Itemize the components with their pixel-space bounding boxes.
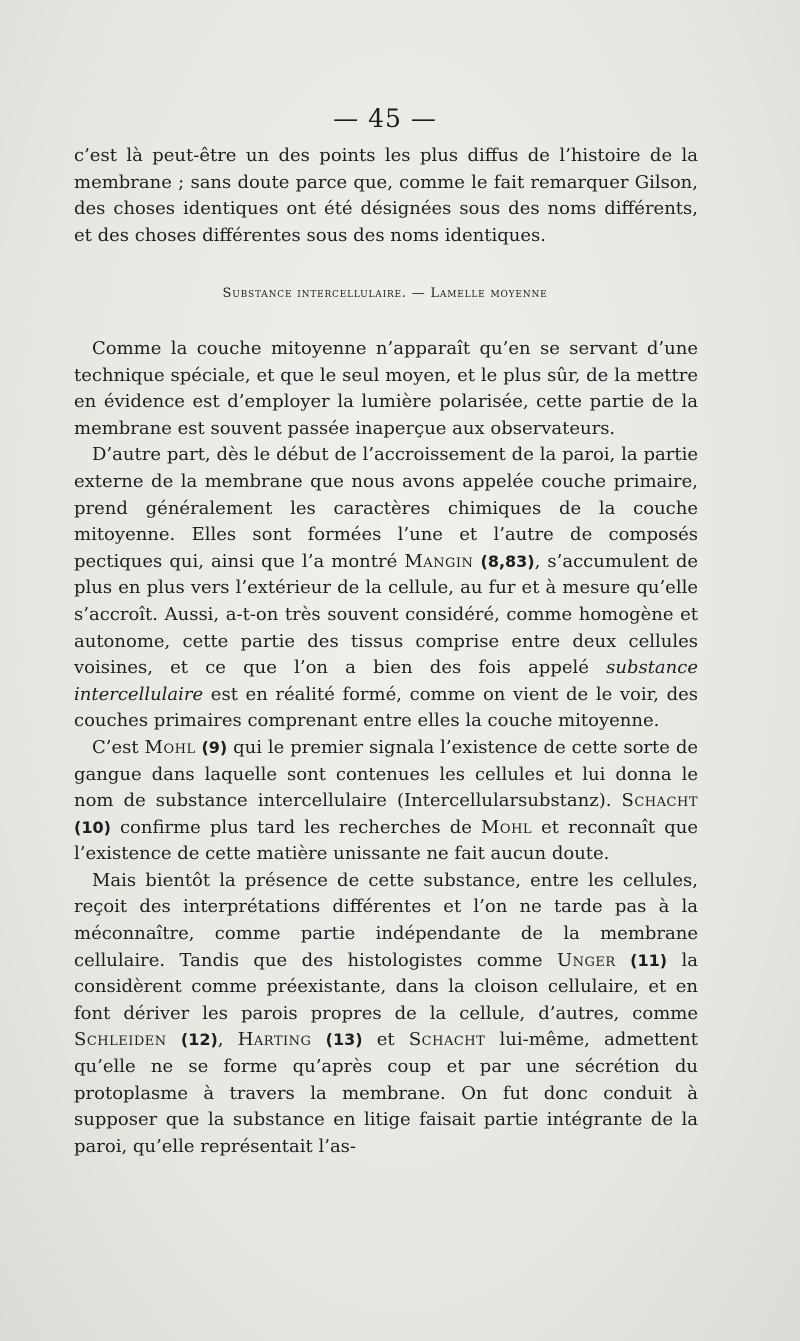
reference-schleiden: (12) [180,1030,218,1050]
paragraph-2-text-c: est en réalité formé, comme on vient de le voir, des couches primaires comprenant entre elles la couche mitoyenne. [74,683,698,732]
paragraph-4-text-d: et [362,1029,409,1051]
term-substance-intercellulaire: substance intercellulaire [74,657,698,705]
intro-paragraph [74,143,698,249]
paragraph-1: Comme la couche mitoyenne n’apparaît qu’en se servant d’une technique spéciale, et que le seul moyen, et le plus sûr, de la mettre en évidence est d’employer la lumière polarisée, cette partie de la membrane est souvent passée inaperçue aux observateurs. [74,338,698,439]
paragraph-3-text-a: C’est [92,736,145,758]
reference-mangin: (8,83) [480,551,535,571]
paragraph-3-text-b: qui le premier signala l’existence de cette sorte de gangue dans laquelle sont contenues les cellules et lui donna le nom de substance intercellulaire (Intercellularsubstanz). [74,736,698,812]
author-schleiden: Schleiden [74,1029,167,1051]
paragraph-2 [74,442,698,735]
paragraph-2-text-a: D’autre part, dès le début de l’accroissement de la paroi, la partie externe de la membrane que nous avons appelée couche primaire, prend généralement les caractères chimiques de la couche mitoyenne. Elles sont formées l’une et l’autre de composés pectiques qui, ainsi que l’a montré [74,444,698,572]
author-harting: Harting [237,1029,312,1051]
paragraph-3-text-d: et reconnaît que l’existence de cette matière unissante ne fait aucun doute. [74,816,699,865]
section-heading: Substance intercellulaire. — Lamelle moyenne [222,286,548,301]
reference-mohl: (9) [201,737,228,757]
paragraph-4-text-e: lui-même, admettent qu’elle ne se forme qu’après coup et par une sécrétion du protoplasme à travers la membrane. On fut donc conduit à supposer que la substance en litige faisait partie intégrante de la paroi, qu’elle représentait l’as- [74,1029,698,1157]
paragraph-2-text-b: , s’accumulent de plus en plus vers l’extérieur de la cellule, au fur et à mesure qu’elle s’accroît. Aussi, a-t-on très souvent considéré, comme homogène et autonome, cette partie des tissus comprise entre deux cellules voisines, et ce que l’on a bien des fois appelé [74,550,698,679]
page-number: — 45 — [333,104,437,133]
author-mohl-2: Mohl [481,816,533,838]
author-mangin: Mangin [404,550,474,572]
paragraph-4-text-c: , [217,1029,238,1051]
intro-text: c’est là peut-être un des points les plus diffus de l’histoire de la membrane ; sans doute parce que, comme le fait remarquer Gilson, des choses identiques ont été désignées sous des noms différents, et des choses différentes sous des noms identiques. [74,145,698,246]
reference-harting: (13) [325,1030,363,1050]
paragraph-3-text-c: confirme plus tard les recherches de [110,816,481,838]
author-schacht-2: Schacht [408,1029,486,1051]
reference-schacht: (10) [74,817,111,837]
paragraph-4-text-b: la considèrent comme préexistante, dans la cloison cellulaire, et en font dériver les parois propres de la cellule, d’autres, comme [74,949,698,1024]
paragraph-3 [74,735,698,868]
paragraph-4-text-a: Mais bientôt la présence de cette substance, entre les cellules, reçoit des interprétations différentes et l’on ne tarde pas à la méconnaître, comme partie indépendante de la membrane cellulaire. Tandis que des histologistes comme [74,869,698,971]
reference-unger: (11) [630,950,668,970]
body-text [74,336,698,1160]
author-unger: Unger [556,949,616,971]
author-schacht: Schacht [621,790,698,812]
paragraph-4 [74,868,698,1161]
author-mohl: Mohl [144,736,196,758]
